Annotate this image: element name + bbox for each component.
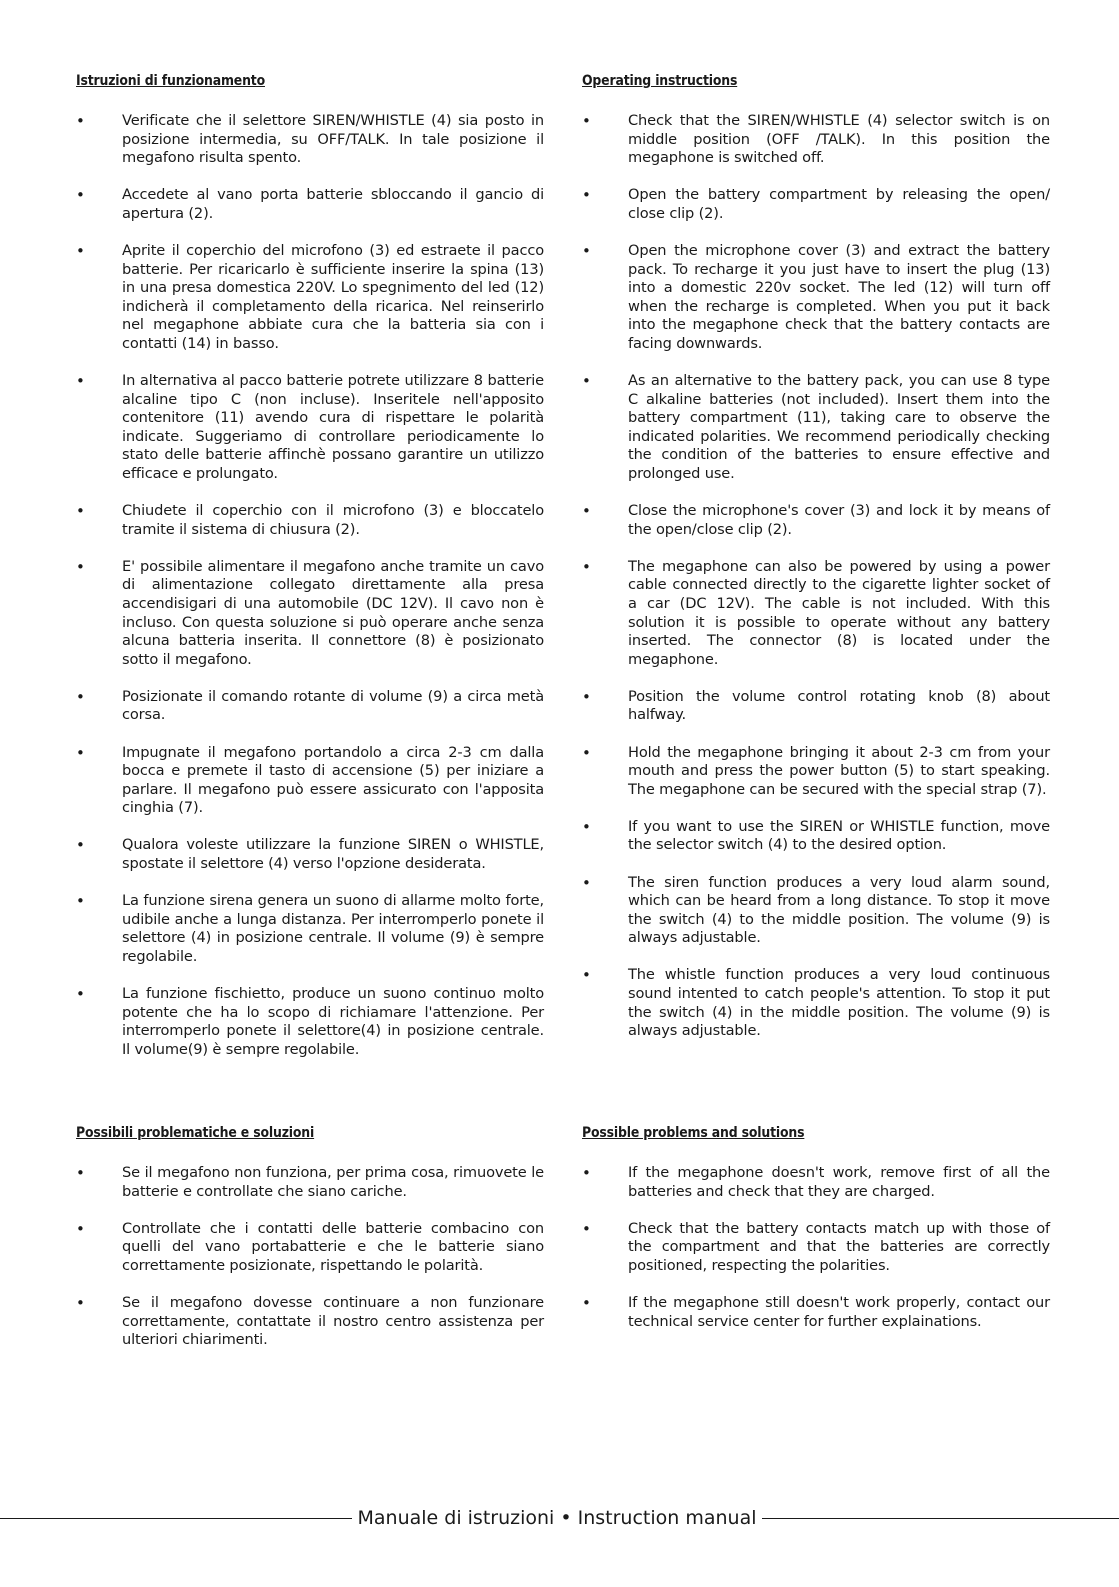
list-item [582,1220,1050,1276]
list-item-text: Position the volume control rotating knob (8) about halfway. [628,687,1050,724]
list-item [582,112,1050,168]
list-item-text: Verificate che il selettore SIREN/WHISTLE (4) sia posto in posizione intermedia, su OFF/TALK. In tale posizione il megafono risulta spento. [122,112,544,167]
list-item [582,874,1050,948]
list-item-text: In alternativa al pacco batterie potrete utilizzare 8 batterie alcaline tipo C (non incluse). Inseritele nell'apposito contenitore (11) avendo cura di rispettare le polarità indicate. Suggeriamo di controllare periodicamente lo stato delle batterie affinchè possano garantire un utilizzo efficace e prolungato. [122,372,544,482]
list-item-text: E' possibile alimentare il megafono anche tramite un cavo di alimentazione collegato direttamente alla presa accendisigari di una automobile (DC 12V). Il cavo non è incluso. Con questa soluzione si può operare anche senza alcuna batteria inserita. Il connettore (8) è posizionato sotto il megafono. [122,557,544,668]
list-item [76,558,544,670]
bullet-icon: • [76,112,85,130]
list-item [582,242,1050,354]
heading-problems-it: Possibili problematiche e soluzioni [76,1125,315,1141]
heading-problems-en: Possible problems and solutions [582,1125,805,1141]
list-item-text: Controllate che i contatti delle batterie combacino con quelli del vano portabatterie e che le batterie siano correttamente posizionate, rispettando le polarità. [122,1219,544,1274]
italian-column [76,70,544,1349]
bullet-icon: • [582,743,591,762]
list-item-text: The siren function produces a very loud alarm sound, which can be heard from a long distance. To stop it move the switch (4) to the middle position. The volume (9) is always adjustable. [628,873,1050,947]
list-item [76,836,544,873]
problems-list-en [582,1164,1050,1350]
list-item [76,372,544,484]
bullet-icon: • [76,241,85,260]
bullet-icon: • [582,372,591,391]
bullet-icon: • [76,1219,85,1238]
list-item [582,372,1050,484]
list-item-text: Open the microphone cover (3) and extract the battery pack. To recharge it you just have to insert the plug (13) into a domestic 220v socket. The led (12) will turn off when the recharge is completed. When you put it back into the megaphone check that the battery contacts are facing downwards. [628,241,1050,352]
instructions-list-en [582,112,1050,1041]
list-item [76,688,544,725]
instructions-list-it [76,112,544,1059]
heading-operating-en: Operating instructions [582,73,738,89]
bullet-icon: • [582,687,591,706]
list-item [76,502,544,539]
heading-operating-it: Istruzioni di funzionamento [76,73,265,89]
list-item-text: La funzione sirena genera un suono di allarme molto forte, udibile anche a lunga distanza. Per interromperlo ponete il selettore (4) in posizione centrale. Il volume (9) è sempre regolabile. [122,892,544,965]
bullet-icon: • [76,984,85,1003]
bullet-icon: • [582,1293,591,1312]
bullet-icon: • [582,1219,591,1238]
list-item-text: Hold the megaphone bringing it about 2-3 cm from your mouth and press the power button (5) to start speaking. The megaphone can be secured with the special strap (7). [628,743,1050,798]
list-item-text: Impugnate il megafono portandolo a circa 2-3 cm dalla bocca e premete il tasto di accensione (5) per iniziare a parlare. Il megafono può essere assicurato con l'apposita cinghia (7). [122,743,544,817]
list-item [76,186,544,223]
list-item [582,558,1050,670]
list-item-text: As an alternative to the battery pack, you can use 8 type C alkaline batteries (not included). Insert them into the battery compartment (11), taking care to observe the indicated polarities. We recommend periodically checking the condition of the batteries to ensure effective and prolonged use. [628,372,1050,482]
list-item [582,502,1050,539]
bullet-icon: • [76,892,85,911]
bullet-icon: • [582,186,591,205]
list-item [582,186,1050,223]
bullet-icon: • [76,743,85,762]
list-item-text: Check that the SIREN/WHISTLE (4) selector switch is on middle position (OFF /TALK). In this position the megaphone is switched off. [628,112,1050,167]
bullet-icon: • [582,873,591,892]
list-item-text: Check that the battery contacts match up with those of the compartment and that the batteries are correctly positioned, respecting the polarities. [628,1219,1050,1274]
list-item-text: If the megaphone still doesn't work properly, contact our technical service center for further explainations. [628,1293,1050,1330]
footer-title: Manuale di istruzioni • Instruction manual [357,1507,757,1529]
list-item-text: Close the microphone's cover (3) and lock it by means of the open/close clip (2). [628,502,1050,538]
english-column [582,70,1050,1330]
list-item [76,1294,544,1350]
list-item [582,688,1050,725]
bullet-icon: • [582,1164,591,1182]
list-item [76,1220,544,1276]
list-item-text: Se il megafono non funziona, per prima cosa, rimuovete le batterie e controllate che siano cariche. [122,1164,544,1200]
list-item [76,112,544,168]
bullet-icon: • [76,1293,85,1312]
list-item [582,966,1050,1040]
bullet-icon: • [76,687,85,706]
list-item-text: Open the battery compartment by releasing the open/ close clip (2). [628,186,1050,222]
bullet-icon: • [76,557,85,576]
list-item-text: Posizionate il comando rotante di volume (9) a circa metà corsa. [122,687,544,724]
bullet-icon: • [76,502,85,521]
list-item-text: Accedete al vano porta batterie sbloccando il gancio di apertura (2). [122,186,544,222]
bullet-icon: • [76,1164,85,1182]
list-item [582,1164,1050,1201]
list-item [76,242,544,354]
list-item-text: If the megaphone doesn't work, remove first of all the batteries and check that they are charged. [628,1164,1050,1200]
bullet-icon: • [582,502,591,521]
bullet-icon: • [582,557,591,576]
bullet-icon: • [582,817,591,836]
list-item [582,744,1050,800]
list-item-text: La funzione fischietto, produce un suono continuo molto potente che ha lo scopo di richiamare l'attenzione. Per interromperlo ponete il selettore(4) in posizione centrale. Il volume(9) è sempre regolabile. [122,984,544,1058]
bullet-icon: • [582,966,591,985]
list-item-text: Qualora voleste utilizzare la funzione SIREN o WHISTLE, spostate il selettore (4) verso l'opzione desiderata. [122,836,544,872]
footer-rule-right [762,1518,1119,1519]
bullet-icon: • [582,241,591,260]
list-item-text: Aprite il coperchio del microfono (3) ed estraete il pacco batterie. Per ricaricarlo è sufficiente inserire la spina (13) in una presa domestica 220V. Lo spegnimento del led (12) indicherà il completamento della ricarica. Nel reinserirlo nel megaphone abbiate cura che la batteria sia con i contatti (14) in basso. [122,241,544,352]
list-item [76,744,544,818]
list-item [582,818,1050,855]
list-item-text: Chiudete il coperchio con il microfono (3) e bloccatelo tramite il sistema di chiusura (2). [122,502,544,538]
bullet-icon: • [76,186,85,205]
list-item-text: The whistle function produces a very loud continuous sound intented to catch people's attention. To stop it put the switch (4) in the middle position. The volume (9) is always adjustable. [628,966,1050,1040]
list-item-text: The megaphone can also be powered by using a power cable connected directly to the cigarette lighter socket of a car (DC 12V). The cable is not included. With this solution it is possible to operate without any battery inserted. The connector (8) is located under the megaphone. [628,557,1050,668]
list-item [76,985,544,1059]
list-item [76,1164,544,1201]
bullet-icon: • [582,112,591,130]
list-item-text: Se il megafono dovesse continuare a non funzionare correttamente, contattate il nostro centro assistenza per ulteriori chiarimenti. [122,1293,544,1349]
bullet-icon: • [76,836,85,855]
list-item-text: If you want to use the SIREN or WHISTLE function, move the selector switch (4) to the desired option. [628,817,1050,854]
list-item [76,892,544,966]
footer-rule-left [0,1518,352,1519]
list-item [582,1294,1050,1331]
problems-list-it [76,1164,544,1368]
bullet-icon: • [76,372,85,391]
